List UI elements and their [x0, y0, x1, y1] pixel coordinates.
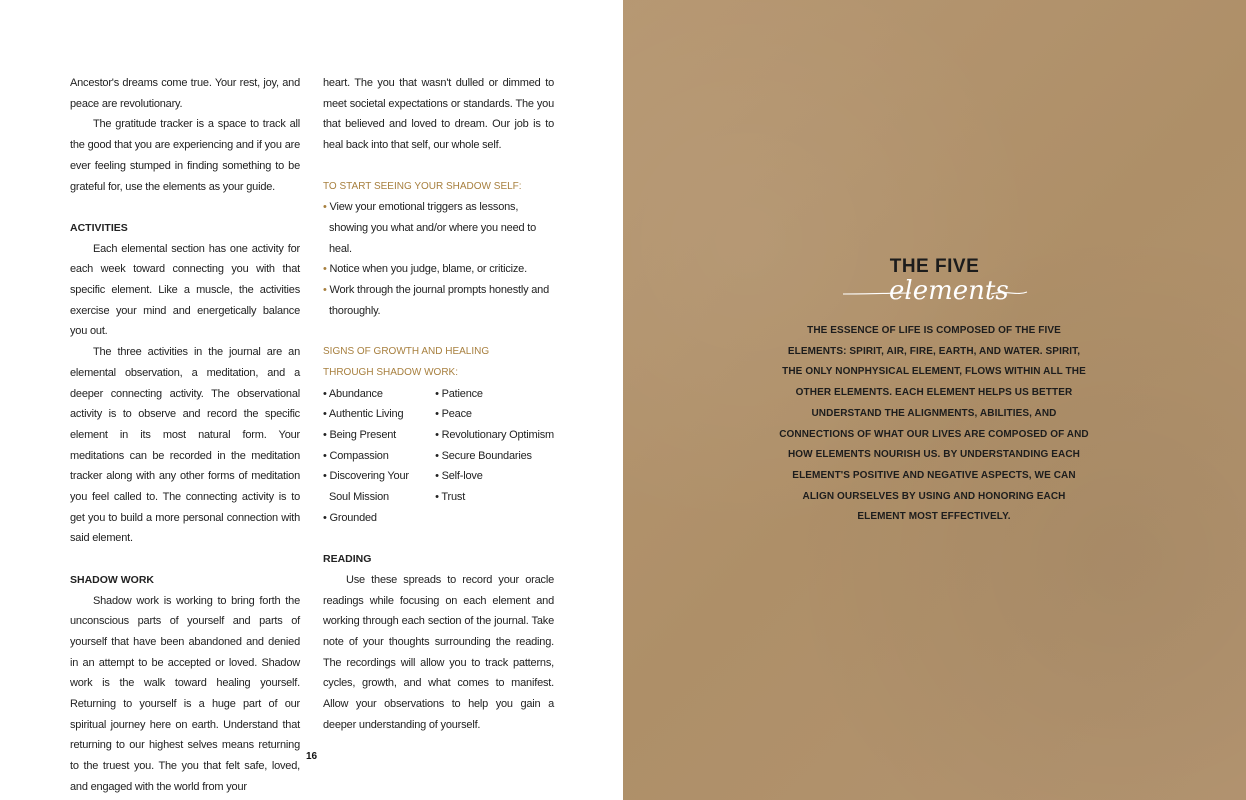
list-item: • Work through the journal prompts honestly and thoroughly. [323, 284, 549, 317]
bullet-icon: • [323, 284, 330, 297]
list-item: • Secure Boundaries [435, 449, 532, 462]
title-the-five: THE FIVE [889, 256, 980, 277]
list-item: • View your emotional triggers as lessons, showing you what and/or where you need to heal. [323, 201, 537, 255]
bullet-icon: • [323, 201, 330, 214]
signs-list [323, 384, 554, 529]
activities-paragraph-2: The three activities in the journal are an elemental observation, a meditation, and a deeper connecting activity. The observational activity is to observe and record the specific element in its most natural form. Your meditations can be recorded in the meditation tracker along with any other forms of meditation you feel called to. The connecting activity is to get you to build a more personal connection with said element. [70, 346, 300, 545]
paragraph: Ancestor's dreams come true. Your rest, joy, and peace are revolutionary. [70, 77, 300, 110]
list-item: Soul Mission [329, 491, 389, 504]
signs-list-left [323, 384, 435, 529]
list-item: • Authentic Living [323, 408, 404, 421]
list-item: • Peace [435, 408, 472, 421]
bullet-icon: • [323, 263, 330, 276]
paragraph: heart. The you that wasn't dulled or dimmed to meet societal expectations or standards. The you that believed and loved to dream. Our job is to heal back into that self, our whole self. [323, 77, 554, 152]
five-elements-intro: THE ESSENCE OF LIFE IS COMPOSED OF THE FIVE ELEMENTS: SPIRIT, AIR, FIRE, EARTH, AND WATER. SPIRIT, THE ONLY NONPHYSICAL ELEMENT, FLOWS WITHIN ALL THE OTHER ELEMENTS. EACH ELEMENT HELPS US BETTER UNDERSTAND THE ALIGNMENTS, ABILITIES, AND CONNECTIONS OF WHAT OUR LIVES ARE COMPOSED OF AND HOW ELEMENTS NOURISH US. BY UNDERSTANDING EACH ELEMENT'S POSITIVE AND NEGATIVE ASPECTS, WE CAN ALIGN OURSELVES BY USING AND HONORING EACH ELEMENT MOST EFFECTIVELY. [779, 325, 1089, 523]
activities-heading: ACTIVITIES [70, 221, 128, 234]
page-number: 16 [305, 751, 318, 762]
list-item: • Grounded [323, 511, 377, 524]
reading-paragraph: Use these spreads to record your oracle readings while focusing on each element and working through each section of the journal. Take note of your thoughts surrounding the reading. The recordings will allow you to track patterns, cycles, growth, and what comes to manifest. Allow your observations to help you gain a deeper understanding of yourself. [323, 573, 554, 731]
list-item: • Notice when you judge, blame, or criticize. [323, 263, 527, 276]
list-item: • Self-love [435, 470, 483, 483]
reading-heading: READING [323, 553, 372, 566]
signs-heading: SIGNS OF GROWTH AND HEALING [323, 346, 490, 358]
signs-heading-2: THROUGH SHADOW WORK: [323, 366, 458, 378]
text-column-1 [70, 73, 300, 798]
list-item: • Discovering Your [323, 470, 409, 483]
script-word: elements [889, 276, 1009, 306]
list-item: • Being Present [323, 428, 397, 441]
list-item: • Compassion [323, 449, 389, 462]
list-item: • Revolutionary Optimism [435, 428, 554, 441]
shadow-work-heading: SHADOW WORK [70, 573, 154, 586]
gratitude-paragraph: The gratitude tracker is a space to track all the good that you are experiencing and if you are ever feeling stumped in finding something to be grateful for, use the elements as your guide. [70, 118, 300, 193]
list-item: • Patience [435, 387, 483, 400]
list-item: • Abundance [323, 387, 383, 400]
signs-list-right [435, 384, 554, 529]
text-column-2 [323, 73, 554, 735]
activities-paragraph: Each elemental section has one activity for each week toward connecting you with that specific element. Like a muscle, the activities exercise your mind and energetically balance you out. [70, 242, 300, 338]
elements-script-word [841, 272, 1029, 308]
section-title [623, 256, 1246, 306]
list-item: • Trust [435, 491, 466, 504]
start-shadow-heading: TO START SEEING YOUR SHADOW SELF: [323, 180, 522, 192]
shadow-work-paragraph: Shadow work is working to bring forth the unconscious parts of yourself and parts of yourself that have been abandoned and denied in an attempt to be accepted or loved. Shadow work is the walk toward healing yourself. Returning to yourself is a huge part of our spiritual journey here on earth. Understand that returning to our highest selves means returning to the truest you. The you that felt safe, loved, and engaged with the world from your [70, 594, 300, 793]
